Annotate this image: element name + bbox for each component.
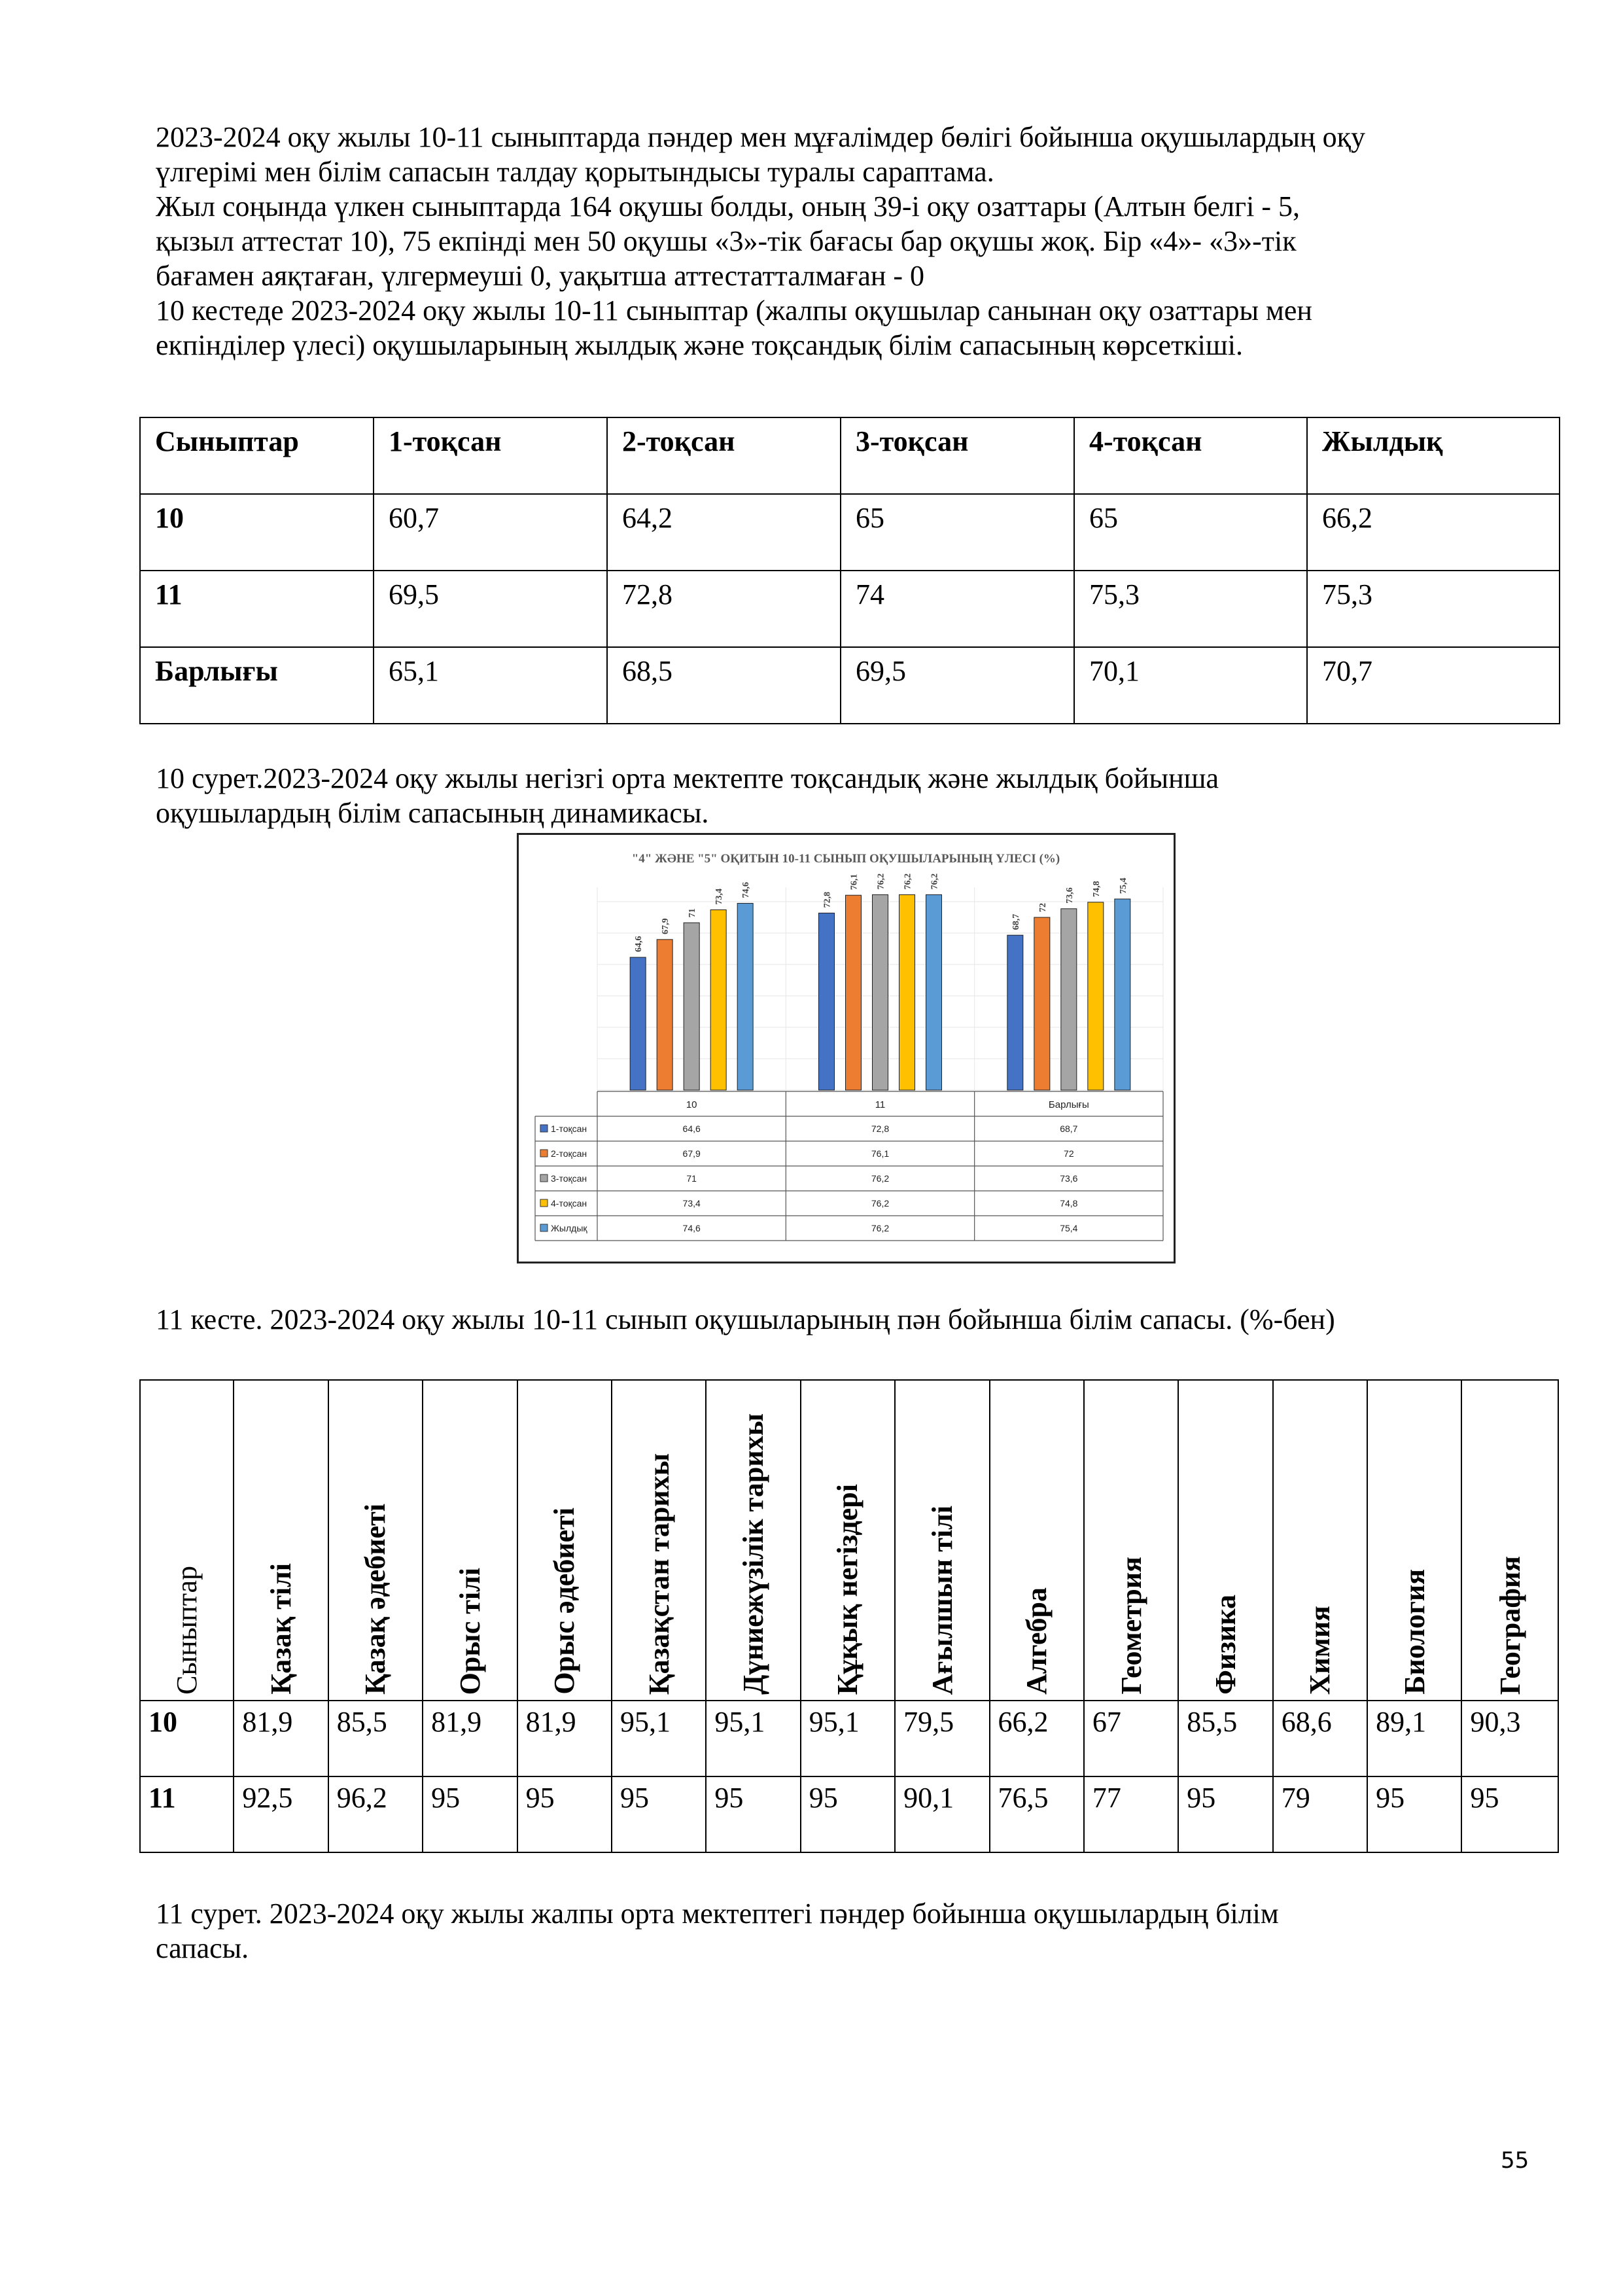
table-cell: 70,1 [1074, 647, 1307, 724]
chart-data-label: 68,7 [1011, 913, 1021, 930]
chart-bars [630, 874, 1130, 1090]
caption-line: оқушылардың білім сапасының динамикасы. [156, 797, 709, 829]
chart-table-value: 75,4 [1060, 1223, 1078, 1233]
table-cell: 95,1 [706, 1701, 800, 1776]
chart-bar [657, 940, 672, 1090]
legend-swatch [540, 1199, 548, 1207]
chart-data-label: 74,6 [741, 882, 752, 898]
header-label: Дүниежүзілік тарихы [737, 1413, 770, 1695]
chart-data-label: 72,8 [822, 891, 833, 908]
legend-swatch [540, 1174, 548, 1182]
table-cell: 64,2 [607, 494, 841, 571]
table-cell: 70,7 [1307, 647, 1560, 724]
chart-bar [710, 910, 726, 1090]
table-cell: 60,7 [374, 494, 607, 571]
header-cell: 3-тоқсан [841, 417, 1074, 494]
table-row [140, 647, 1560, 724]
subject-header-cell [801, 1380, 895, 1701]
chart-table-value: 71 [686, 1173, 697, 1184]
intro-line: екпінділер үлесі) оқушыларының жылдық және тоқсандық білім сапасының көрсеткіші. [156, 329, 1243, 361]
table-cell: 96,2 [328, 1776, 423, 1852]
header-label: Химия [1304, 1605, 1336, 1695]
chart-category-label: 11 [875, 1099, 886, 1110]
chart-table-value: 73,6 [1060, 1173, 1078, 1184]
subject-header-cell [328, 1380, 423, 1701]
legend-series-label: 2-тоқсан [551, 1148, 587, 1159]
quality-bar-chart [517, 833, 1176, 1263]
chart-table-value: 72,8 [871, 1123, 890, 1134]
chart-data-label: 71 [688, 908, 698, 918]
table-cell: 95 [1461, 1776, 1558, 1852]
row-label: 10 [140, 1701, 234, 1776]
table-cell: 67 [1084, 1701, 1178, 1776]
chart-bar [1007, 935, 1023, 1090]
table-cell: 65 [1074, 494, 1307, 571]
subject-header-cell [990, 1380, 1084, 1701]
header-label: Ағылшын тілі [926, 1505, 958, 1695]
table-header-row [140, 417, 1560, 494]
table-cell: 90,3 [1461, 1701, 1558, 1776]
header-label: Сыныптар [171, 1566, 203, 1695]
table-cell: 89,1 [1367, 1701, 1461, 1776]
header-label: Қазақстан тарихы [642, 1453, 675, 1695]
chart-data-label: 75,4 [1118, 877, 1128, 894]
table-cell: 95 [1367, 1776, 1461, 1852]
legend-swatch [540, 1125, 548, 1132]
subject-header-cell [1367, 1380, 1461, 1701]
chart-bar [926, 894, 942, 1090]
table-row [140, 1776, 1558, 1852]
subject-quality-table [139, 1379, 1559, 1853]
table-cell: 95,1 [612, 1701, 706, 1776]
chart-category-label: Барлығы [1048, 1099, 1089, 1110]
row-header-cell [140, 1380, 234, 1701]
table-cell: 81,9 [517, 1701, 612, 1776]
table-cell: 85,5 [328, 1701, 423, 1776]
header-label: Құқық негіздері [831, 1483, 864, 1695]
chart-data-label: 67,9 [661, 918, 671, 934]
table-cell: 92,5 [234, 1776, 328, 1852]
table-cell: 81,9 [423, 1701, 517, 1776]
chart-bar [1115, 899, 1130, 1090]
row-label: 11 [140, 571, 374, 647]
table-cell: 72,8 [607, 571, 841, 647]
table-cell: 75,3 [1074, 571, 1307, 647]
subject-header-cell [612, 1380, 706, 1701]
header-label: Қазақ әдебиеті [359, 1504, 392, 1695]
subject-header-cell [1273, 1380, 1367, 1701]
table-11-caption [156, 1302, 1541, 1337]
chart-data-label: 73,4 [714, 888, 725, 905]
table-cell: 79 [1273, 1776, 1367, 1852]
chart-data-label: 76,2 [930, 873, 940, 890]
chart-bar [1088, 902, 1104, 1090]
chart-bar [630, 957, 646, 1090]
chart-bar [1061, 909, 1077, 1090]
chart-category-label: 10 [686, 1099, 697, 1110]
figure-11-caption [156, 1896, 1541, 1966]
header-label: Физика [1209, 1595, 1242, 1695]
table-cell: 65,1 [374, 647, 607, 724]
header-label: Геометрия [1115, 1557, 1147, 1695]
legend-series-label: 1-тоқсан [551, 1123, 587, 1134]
chart-data-table [535, 1091, 1163, 1241]
header-label: Орыс тілі [453, 1567, 486, 1695]
table-row [140, 494, 1560, 571]
table-header-row [140, 1380, 1558, 1701]
legend-swatch [540, 1150, 548, 1157]
page-number: 55 [1501, 2147, 1529, 2174]
table-row [140, 571, 1560, 647]
header-cell: Жылдық [1307, 417, 1560, 494]
header-label: Биология [1398, 1569, 1431, 1695]
table-cell: 69,5 [374, 571, 607, 647]
subject-header-cell [895, 1380, 989, 1701]
caption-line: 10 сурет.2023-2024 оқу жылы негізгі орта мектепте тоқсандық және жылдық бойынша [156, 762, 1219, 794]
row-label: 10 [140, 494, 374, 571]
chart-canvas [519, 835, 1174, 1262]
table-cell: 69,5 [841, 647, 1074, 724]
table-row [140, 1701, 1558, 1776]
chart-table-value: 74,8 [1060, 1198, 1078, 1209]
chart-bar [846, 895, 862, 1090]
chart-table-value: 76,2 [871, 1223, 890, 1233]
figure-10-caption [156, 761, 1541, 830]
subject-header-cell [234, 1380, 328, 1701]
intro-line: 10 кестеде 2023-2024 оқу жылы 10-11 сыныптар (жалпы оқушылар санынан оқу озаттары мен [156, 294, 1312, 327]
header-cell: 4-тоқсан [1074, 417, 1307, 494]
chart-table-value: 72 [1064, 1148, 1074, 1159]
table-cell: 65 [841, 494, 1074, 571]
legend-series-label: Жылдық [551, 1223, 587, 1233]
table-cell: 66,2 [1307, 494, 1560, 571]
subject-header-cell [1178, 1380, 1272, 1701]
header-label: Алгебра [1021, 1587, 1053, 1695]
chart-data-label: 73,6 [1064, 887, 1075, 904]
chart-bar [873, 894, 888, 1090]
intro-paragraph [156, 120, 1541, 362]
header-label: Қазақ тілі [265, 1563, 298, 1695]
chart-data-label: 76,2 [876, 873, 886, 890]
table-cell: 95 [517, 1776, 612, 1852]
table-cell: 95 [423, 1776, 517, 1852]
row-label: Барлығы [140, 647, 374, 724]
chart-data-label: 64,6 [634, 936, 644, 953]
table-cell: 81,9 [234, 1701, 328, 1776]
table-cell: 95 [1178, 1776, 1272, 1852]
subject-header-cell [517, 1380, 612, 1701]
chart-bar [819, 913, 835, 1090]
caption-line: 11 сурет. 2023-2024 оқу жылы жалпы орта мектептегі пәндер бойынша оқушылардың білім [156, 1898, 1279, 1930]
chart-data-label: 74,8 [1091, 881, 1102, 897]
subject-header-cell [1461, 1380, 1558, 1701]
quarterly-quality-table [139, 417, 1560, 724]
intro-line: бағамен аяқтаған, үлгермеуші 0, уақытша аттестатталмаған - 0 [156, 260, 925, 292]
chart-table-value: 68,7 [1060, 1123, 1078, 1134]
subject-header-cell [1084, 1380, 1178, 1701]
table-cell: 68,5 [607, 647, 841, 724]
table-cell: 95 [612, 1776, 706, 1852]
table-cell: 85,5 [1178, 1701, 1272, 1776]
intro-line: 2023-2024 оқу жылы 10-11 сыныптарда пәндер мен мұғалімдер бөлігі бойынша оқушылардың оқу [156, 121, 1366, 153]
table-cell: 75,3 [1307, 571, 1560, 647]
header-label: География [1493, 1555, 1526, 1695]
legend-series-label: 4-тоқсан [551, 1198, 587, 1209]
chart-bar [1034, 917, 1050, 1090]
chart-bar [899, 894, 915, 1090]
table-cell: 76,5 [990, 1776, 1084, 1852]
legend-swatch [540, 1224, 548, 1231]
chart-data-label: 76,1 [849, 874, 860, 891]
intro-line: үлгерімі мен білім сапасын талдау қорытындысы туралы сараптама. [156, 156, 994, 188]
header-label: Орыс әдебиеті [548, 1508, 581, 1695]
chart-bar [737, 904, 753, 1090]
legend-series-label: 3-тоқсан [551, 1173, 587, 1184]
subject-header-cell [423, 1380, 517, 1701]
table-cell: 68,6 [1273, 1701, 1367, 1776]
caption-line: сапасы. [156, 1932, 249, 1964]
intro-line: қызыл аттестат 10), 75 екпінді мен 50 оқушы «3»-тік бағасы бар оқушы жоқ. Бір «4»- «3»-тік [156, 225, 1297, 257]
table-cell: 95 [801, 1776, 895, 1852]
caption-line: 11 кесте. 2023-2024 оқу жылы 10-11 сынып оқушыларының пән бойынша білім сапасы. (%-бен) [156, 1303, 1335, 1335]
chart-data-label: 76,2 [903, 873, 913, 890]
table-cell: 77 [1084, 1776, 1178, 1852]
intro-line: Жыл соңында үлкен сыныптарда 164 оқушы болды, оның 39-і оқу озаттары (Алтын белгі - 5, [156, 190, 1300, 222]
chart-bar [684, 923, 699, 1090]
chart-table-value: 64,6 [682, 1123, 701, 1134]
chart-table-value: 76,2 [871, 1173, 890, 1184]
header-cell: 1-тоқсан [374, 417, 607, 494]
header-cell: Сыныптар [140, 417, 374, 494]
subject-header-cell [706, 1380, 800, 1701]
chart-data-label: 72 [1038, 903, 1048, 912]
chart-table-value: 76,1 [871, 1148, 890, 1159]
table-cell: 90,1 [895, 1776, 989, 1852]
table-cell: 66,2 [990, 1701, 1084, 1776]
chart-table-value: 73,4 [682, 1198, 701, 1209]
row-label: 11 [140, 1776, 234, 1852]
chart-table-value: 67,9 [682, 1148, 701, 1159]
header-cell: 2-тоқсан [607, 417, 841, 494]
table-cell: 95 [706, 1776, 800, 1852]
chart-table-value: 74,6 [682, 1223, 701, 1233]
table-cell: 79,5 [895, 1701, 989, 1776]
chart-table-value: 76,2 [871, 1198, 890, 1209]
table-cell: 74 [841, 571, 1074, 647]
chart-title: "4" ЖӘНЕ "5" ОҚИТЫН 10-11 СЫНЫП ОҚУШЫЛАРЫНЫҢ ҮЛЕСІ (%) [631, 852, 1060, 866]
table-cell: 95,1 [801, 1701, 895, 1776]
